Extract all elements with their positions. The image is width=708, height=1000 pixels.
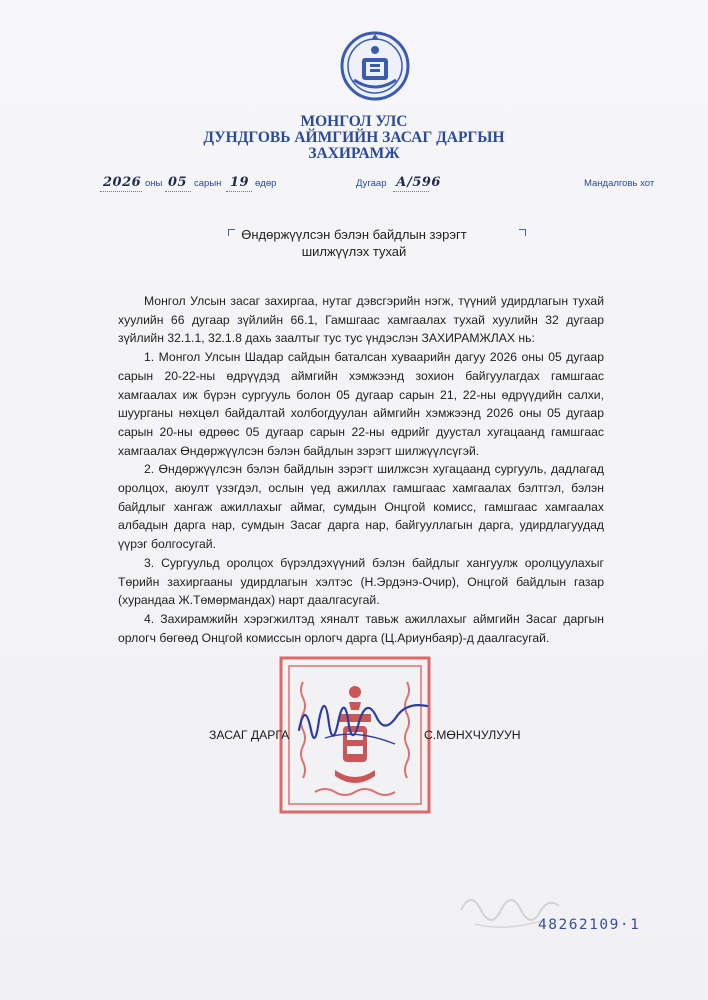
number-label: Дугаар: [356, 178, 387, 189]
date-month-blank: [165, 191, 191, 192]
header-country: МОНГОЛ УЛС: [300, 113, 408, 130]
number-blank: [393, 191, 429, 192]
date-year-value: 2026: [103, 175, 142, 190]
handwritten-signature: [295, 690, 445, 760]
state-emblem-icon: [340, 28, 410, 104]
paragraph-1: 1. Монгол Улсын Шадар сайдын баталсан хуваарийн дагуу 2026 оны 05 дугаар сарын 20-22-ны өдрүүдэд аймгийн хэмжээнд зохион байгуулагдах гамшгаас хамгаалах иж бүрэн сургууль болон 05 дугаар сарын 21, 22-ны өдрүүдийн салхи, шуурганы нөхцөл байдалтай холбогдуулан аймгийн хэмжээнд 2026 оны 05 дугаар сарын 20-ны өдрөөс 05 дугаар сарын 22-ны өдрийг дуустал хугацаанд гамшгаас хамгаалах Өндөржүүлсэн бэлэн байдлын зэрэгт шилжүүлсүгэй.: [118, 350, 604, 458]
title-line-1: Өндөржүүлсэн бэлэн байдлын зэрэгт: [241, 227, 467, 242]
document-serial-number: 48262109·1: [538, 917, 641, 933]
date-day-value: 19: [230, 175, 250, 190]
date-day-blank: [226, 191, 252, 192]
date-day-label: өдөр: [255, 178, 277, 189]
header-office: ДУНДГОВЬ АЙМГИЙН ЗАСАГ ДАРГЫН: [203, 129, 505, 146]
title-line-2: шилжүүлэх тухай: [301, 244, 407, 259]
date-year-blank: [100, 191, 142, 192]
header-doc-type: ЗАХИРАМЖ: [308, 145, 400, 162]
date-month-value: 05: [168, 175, 188, 190]
paragraph-3: 3. Сургуульд оролцох бүрэлдэхүүний бэлэн байдлыг хангуулж оролцуулахыг Төрийн захиргааны удирдлагын хэлтэс (Н.Эрдэнэ-Очир), Онцгой байдлын газар (хурандаа Ж.Төмөрмандах) нарт даалгасугай.: [118, 555, 604, 608]
signer-name: С.МӨНХЧУЛУУН: [424, 728, 521, 742]
paragraph-2: 2. Өндөржүүлсэн бэлэн байдлын зэрэгт шилжсэн хугацаанд сургууль, дадлагад оролцох, аюулт үзэгдэл, ослын үед ажиллах гамшгаас хамгаалах бэлтгэл, бэлэн байдлыг хангаж ажиллахыг аймаг, сумдын Онцгой комисс, гамшгаас хамгаалах албадын дарга нар, сумдын Засаг дарга нар, байгууллагын дарга, удирдлагуудад үүрэг болгосугай.: [118, 462, 604, 552]
date-month-label: сарын: [194, 178, 222, 189]
number-value: А/596: [396, 175, 441, 190]
date-year-label: оны: [145, 178, 163, 189]
intro-paragraph: Монгол Улсын засаг захиргаа, нутаг дэвсгэрийн нэгж, түүний удирдлагын тухай хуулийн 66 дугаар зүйлийн 66.1, Гамшгаас хамгаалах тухай хуулийн 32 дугаар зүйлийн 32.1.1, 32.1.8 дахь заалтыг тус тус үндэслэн ЗАХИРАМЖЛАХ нь:: [118, 294, 604, 346]
document-body: [118, 292, 604, 647]
place-label: Мандалговь хот: [584, 178, 655, 189]
paragraph-4: 4. Захирамжийн хэрэгжилтэд хяналт тавьж ажиллахыг аймгийн Засаг даргын орлогч бөгөөд Онцгой комиссын орлогч дарга (Ц.Ариунбаяр)-д даалгасугай.: [118, 611, 604, 645]
signer-title: ЗАСАГ ДАРГА: [209, 728, 290, 742]
